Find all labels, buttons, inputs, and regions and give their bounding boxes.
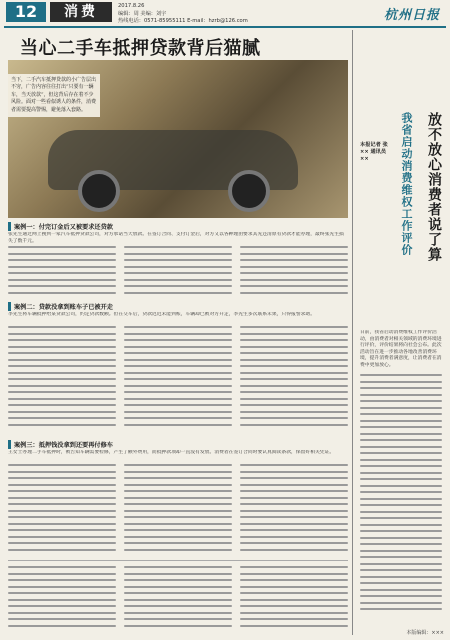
case2-column-3 — [240, 326, 348, 434]
case1-heading: 案例一：付完订金后又被要求还贷款 — [8, 222, 354, 231]
header-rule — [4, 26, 446, 28]
page-header — [0, 0, 450, 26]
newspaper-brand: 杭州日报 — [383, 8, 440, 23]
sidebar-subheadline: 我省启动消费维权工作评价 — [400, 112, 413, 256]
case3-heading: 案例三：抵押钱没拿到还要再付修车 — [8, 440, 354, 449]
car-wheel-front — [78, 170, 120, 212]
issue-date: 2017.8.26 — [118, 3, 145, 9]
article-intro: 当下，二手汽车抵押贷款的小广告层出不穷，广告内容往往打出“只要有一辆车，当天放款”，但这背后存在着不少风险。面对一些看似诱人的条件，消费者需要提高警惕，避免落入套路。 — [8, 74, 100, 117]
page-editor-credit: 本版编辑：××× — [406, 630, 444, 636]
bottom-column-3 — [240, 566, 348, 634]
case1-body: 张先生通过网上搜到一家汽车抵押贷款公司，对方承诺当天放款。在签订合同、支付订金后，对方又以各种理由要求其先还清原有贷款才能办理，最终张先生损失了数千元。 — [8, 232, 344, 244]
case1-column-1 — [8, 246, 116, 296]
sidebar-article — [356, 30, 446, 636]
case3-column-1 — [8, 464, 116, 556]
case2-heading: 案例二：贷款没拿到账车子已被开走 — [8, 302, 354, 311]
bottom-separator — [8, 560, 348, 561]
case3-column-3 — [240, 464, 348, 556]
bottom-column-1 — [8, 566, 116, 634]
car-wheel-rear — [228, 170, 270, 212]
sidebar-column — [360, 374, 442, 626]
case3-column-2 — [124, 464, 232, 556]
section-name: 消费 — [50, 2, 112, 22]
contact-line: 热线电话：0571-85955111 E-mail：hzrb@126.com — [118, 18, 248, 24]
case1-column-2 — [124, 246, 232, 296]
column-divider — [352, 30, 353, 635]
editor-line: 编辑：周 美编：刘宇 — [118, 11, 167, 17]
case2-column-1 — [8, 326, 116, 434]
case2-column-2 — [124, 326, 232, 434]
sidebar-body: 日前，我省启动消费维权工作评价活动，由消费者对相关领域的消费环境进行评价，评价结果将向社会公布。此次活动旨在进一步推动各地改善消费环境，提升消费者满意度，让消费者在消费中更加放心。 — [360, 330, 442, 368]
bottom-column-2 — [124, 566, 232, 634]
page-number: 12 — [6, 2, 46, 22]
main-headline: 当心二手车抵押贷款背后猫腻 — [20, 38, 261, 59]
sidebar-headline: 放不放心消费者说了算 — [426, 112, 442, 262]
case2-body: 李先生将车辆抵押给某贷款公司，约定贷款数额。但在交车后，贷款迟迟未能到账，车辆却已被对方开走，李先生多次联系未果，只得报警求助。 — [8, 312, 316, 317]
sidebar-byline: 本报记者 张×× 通讯员 ×× — [360, 142, 388, 162]
case3-body: 王女士办理二手车抵押时，被告知车辆需要检修，产生了额外费用，而抵押款项却一直没有发放。消费者在签订合同时要认真阅读条款，保留好相关凭证。 — [8, 450, 335, 455]
case1-column-3 — [240, 246, 348, 296]
